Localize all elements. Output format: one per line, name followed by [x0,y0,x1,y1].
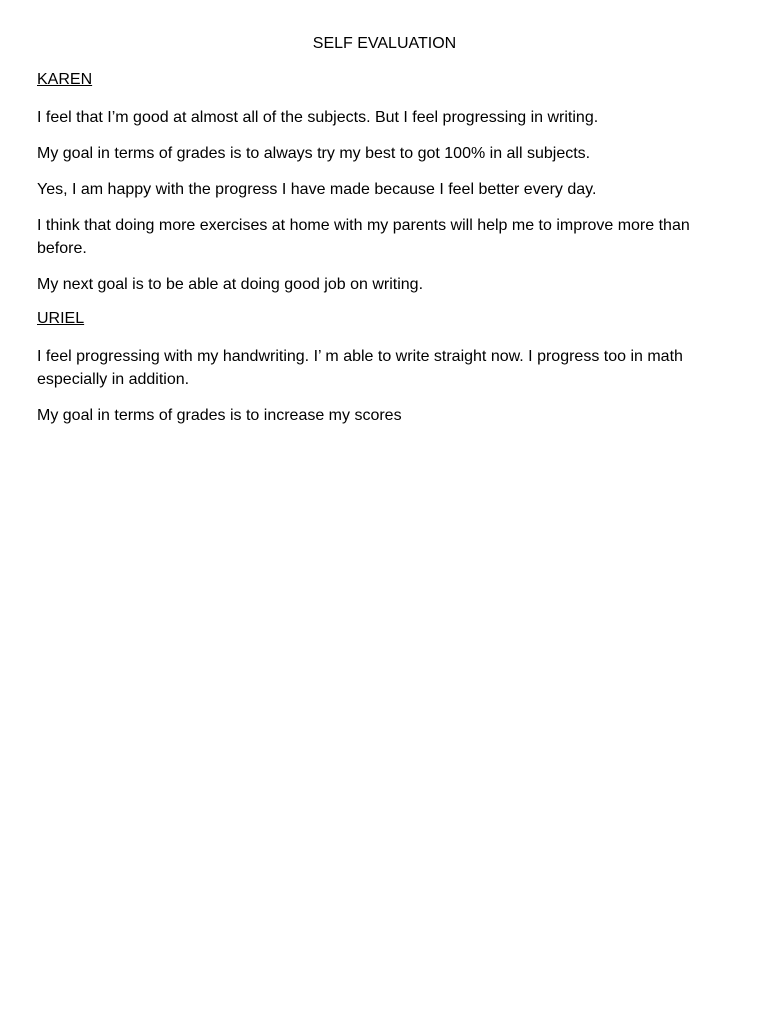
uriel-paragraph-2: My goal in terms of grades is to increase my scores [37,407,402,424]
karen-paragraph-5: My next goal is to be able at doing good job on writing. [37,276,424,293]
section-heading-uriel: URIEL [37,310,85,327]
karen-paragraph-3: Yes, I am happy with the progress I have made because I feel better every day. [37,181,597,198]
karen-paragraph-2: My goal in terms of grades is to always try my best to got 100% in all subjects. [37,145,591,162]
document-title: SELF EVALUATION [312,35,457,52]
karen-paragraph-4: I think that doing more exercises at home with my parents will help me to improve more than before. [37,217,690,257]
section-heading-karen: KAREN [37,71,93,88]
karen-paragraph-1: I feel that I’m good at almost all of the subjects. But I feel progressing in writing. [37,109,599,126]
uriel-paragraph-1: I feel progressing with my handwriting. I’ m able to write straight now. I progress too in math especially in addition. [37,348,683,388]
